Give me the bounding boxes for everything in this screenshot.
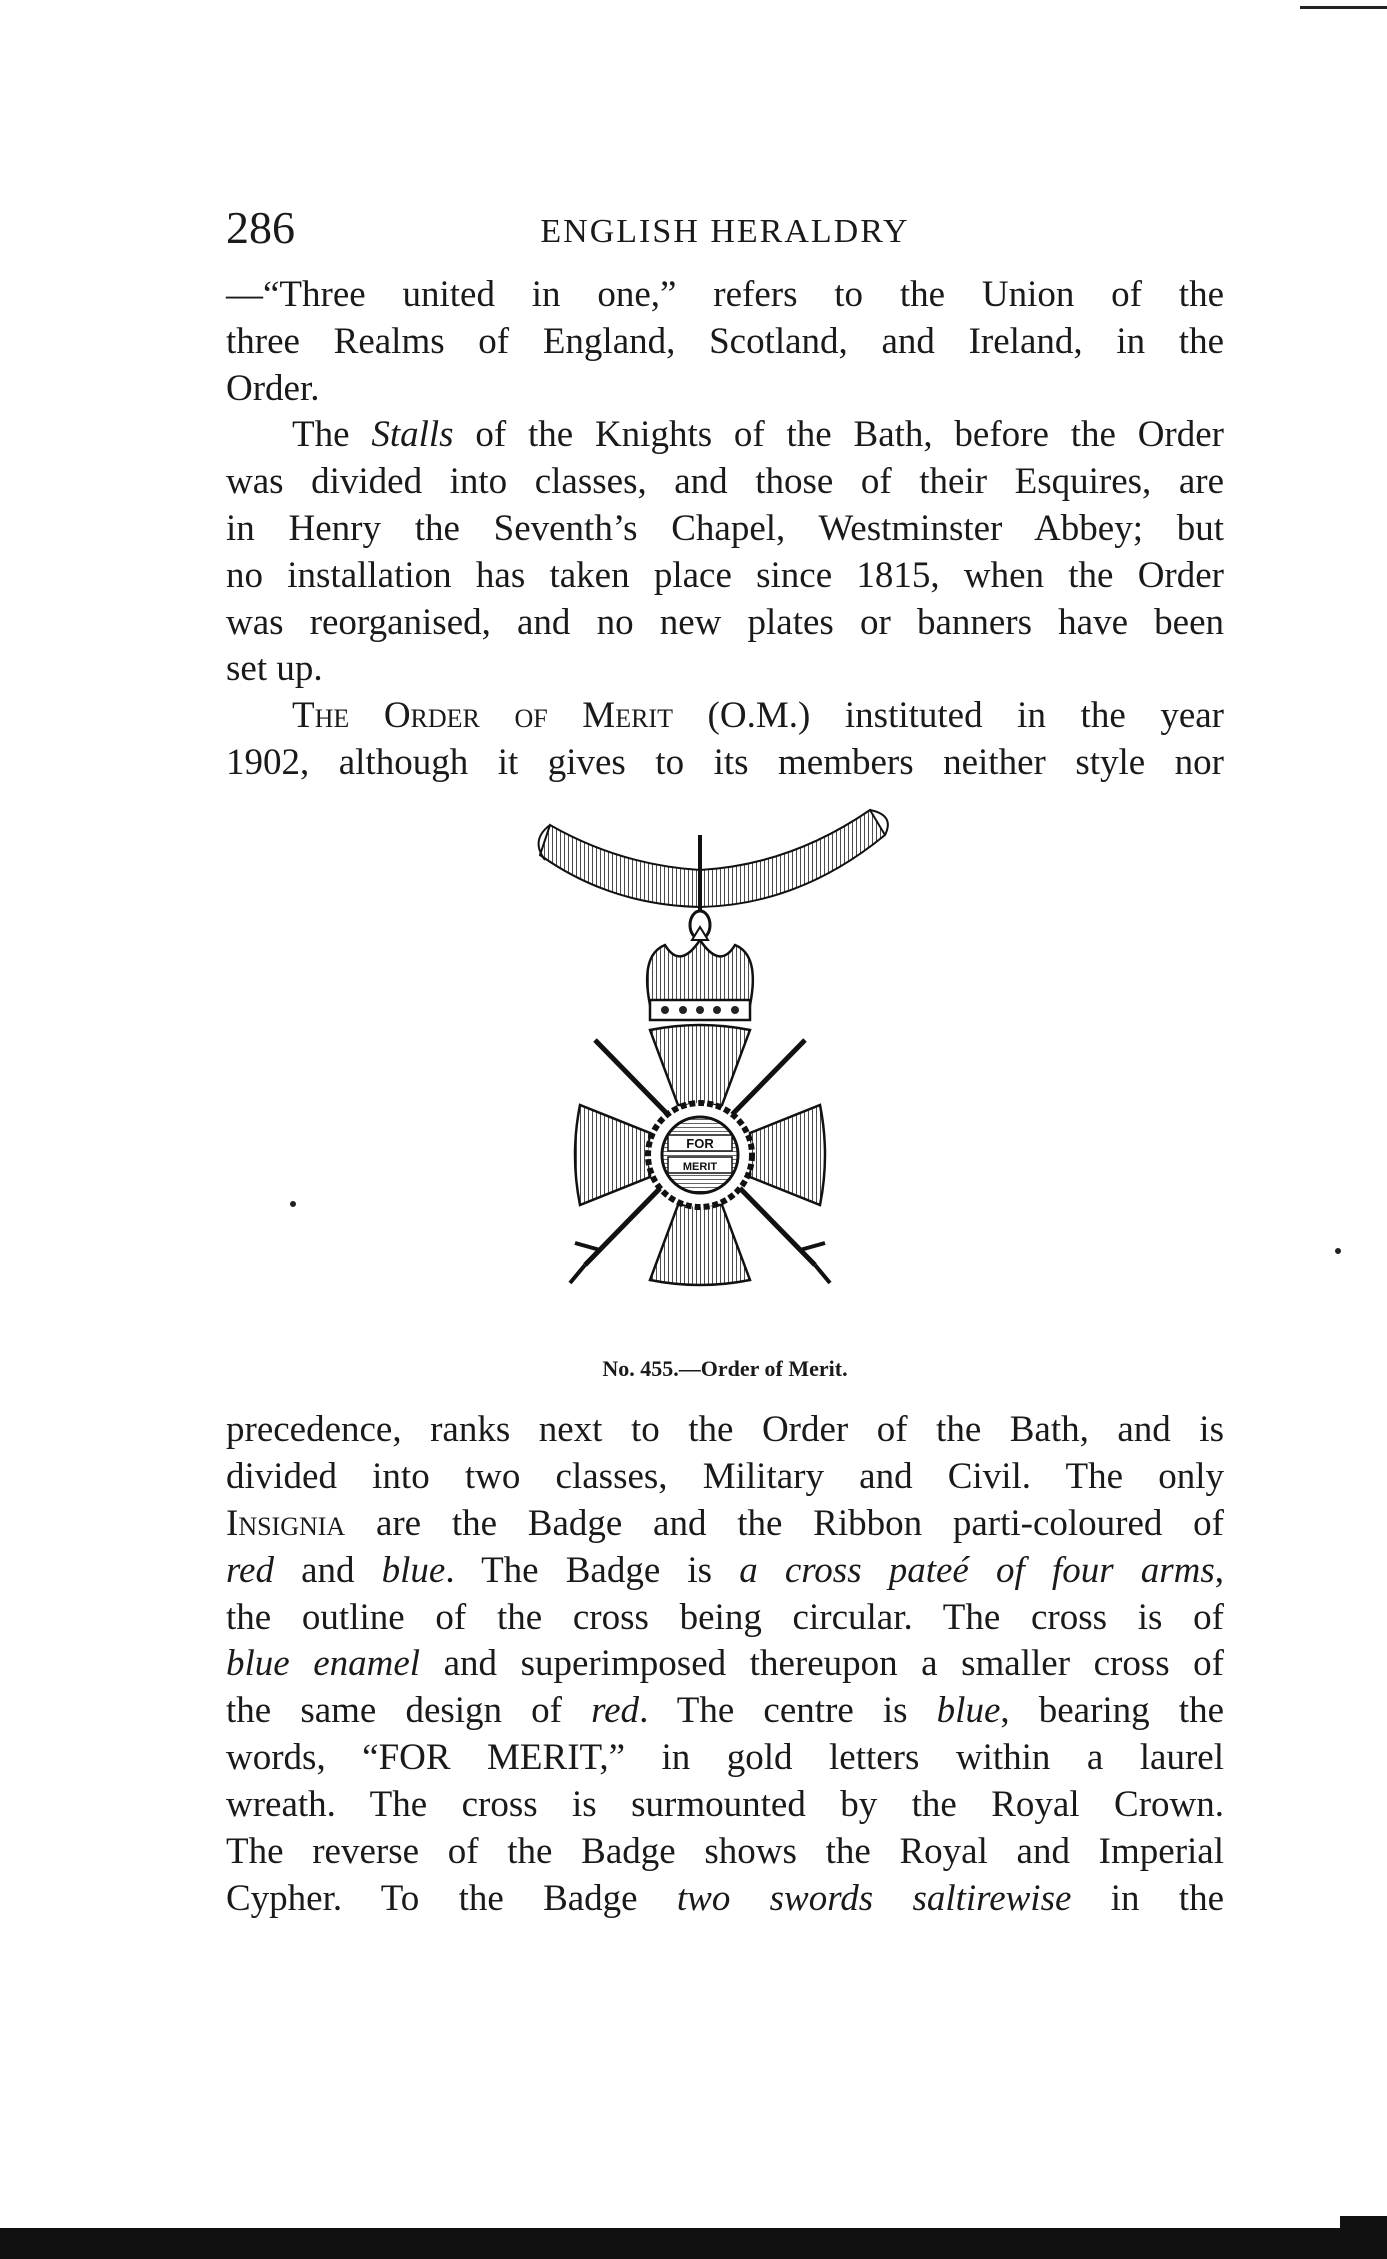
text-line: 1902, although it gives to its members neither style nor bbox=[226, 741, 1224, 783]
paragraph-d bbox=[226, 1407, 1224, 1923]
text-line: the same design of red. The centre is blue, bearing the bbox=[226, 1690, 1224, 1732]
text-line: wreath. The cross is surmounted by the Royal Crown. bbox=[226, 1784, 1224, 1826]
text-line: was divided into classes, and those of their Esquires, are bbox=[226, 460, 1224, 502]
scan-bottom-edge bbox=[0, 2228, 1387, 2259]
text-line: Order. bbox=[226, 367, 320, 409]
order-of-merit-badge-icon bbox=[500, 795, 920, 1315]
text-line: red and blue. The Badge is a cross pateé of four arms, bbox=[226, 1549, 1224, 1591]
text-line: no installation has taken place since 1815, when the Order bbox=[226, 554, 1224, 596]
print-speck bbox=[1335, 1248, 1341, 1254]
royal-crown-icon bbox=[647, 927, 753, 1020]
text-line: set up. bbox=[226, 648, 323, 690]
text-line: was reorganised, and no new plates or banners have been bbox=[226, 601, 1224, 643]
page-header bbox=[226, 200, 1224, 260]
paragraph-a bbox=[226, 272, 1224, 413]
paragraph-b bbox=[226, 412, 1224, 693]
medallion-text-top: FOR bbox=[686, 1136, 714, 1151]
text-line: three Realms of England, Scotland, and Ireland, in the bbox=[226, 320, 1224, 362]
text-line: —“Three united in one,” refers to the Union of the bbox=[226, 274, 1224, 315]
text-line: The Order of Merit (O.M.) instituted in the year bbox=[292, 695, 1224, 736]
text-line: precedence, ranks next to the Order of the Bath, and is bbox=[226, 1409, 1224, 1450]
text-line: divided into two classes, Military and Civil. The only bbox=[226, 1455, 1224, 1497]
text-line: The reverse of the Badge shows the Royal and Imperial bbox=[226, 1831, 1224, 1873]
top-edge-rule bbox=[1300, 6, 1387, 9]
text-line: Cypher. To the Badge two swords saltirewise in the bbox=[226, 1877, 1224, 1919]
ribbon bbox=[540, 810, 885, 907]
medallion-text-bottom: MERIT bbox=[682, 1161, 718, 1173]
text-line: The Stalls of the Knights of the Bath, before the Order bbox=[292, 414, 1224, 455]
running-head: ENGLISH HERALDRY bbox=[540, 213, 910, 250]
print-speck bbox=[290, 1201, 296, 1207]
text-line: the outline of the cross being circular. The cross is of bbox=[226, 1596, 1224, 1638]
page-number: 286 bbox=[226, 202, 295, 253]
scan-bottom-edge-end bbox=[1340, 2216, 1387, 2259]
text-line: words, “FOR MERIT,” in gold letters within a laurel bbox=[226, 1737, 1224, 1779]
text-line: Insignia are the Badge and the Ribbon parti-coloured of bbox=[226, 1502, 1224, 1544]
order-of-merit-badge-figure bbox=[500, 795, 920, 1375]
paragraph-c bbox=[226, 693, 1224, 787]
figure-caption: No. 455.—Order of Merit. bbox=[602, 1356, 848, 1381]
central-medallion bbox=[662, 1117, 738, 1193]
text-line: in Henry the Seventh’s Chapel, Westminster Abbey; but bbox=[226, 507, 1224, 549]
text-line: blue enamel and superimposed thereupon a smaller cross of bbox=[226, 1643, 1224, 1685]
